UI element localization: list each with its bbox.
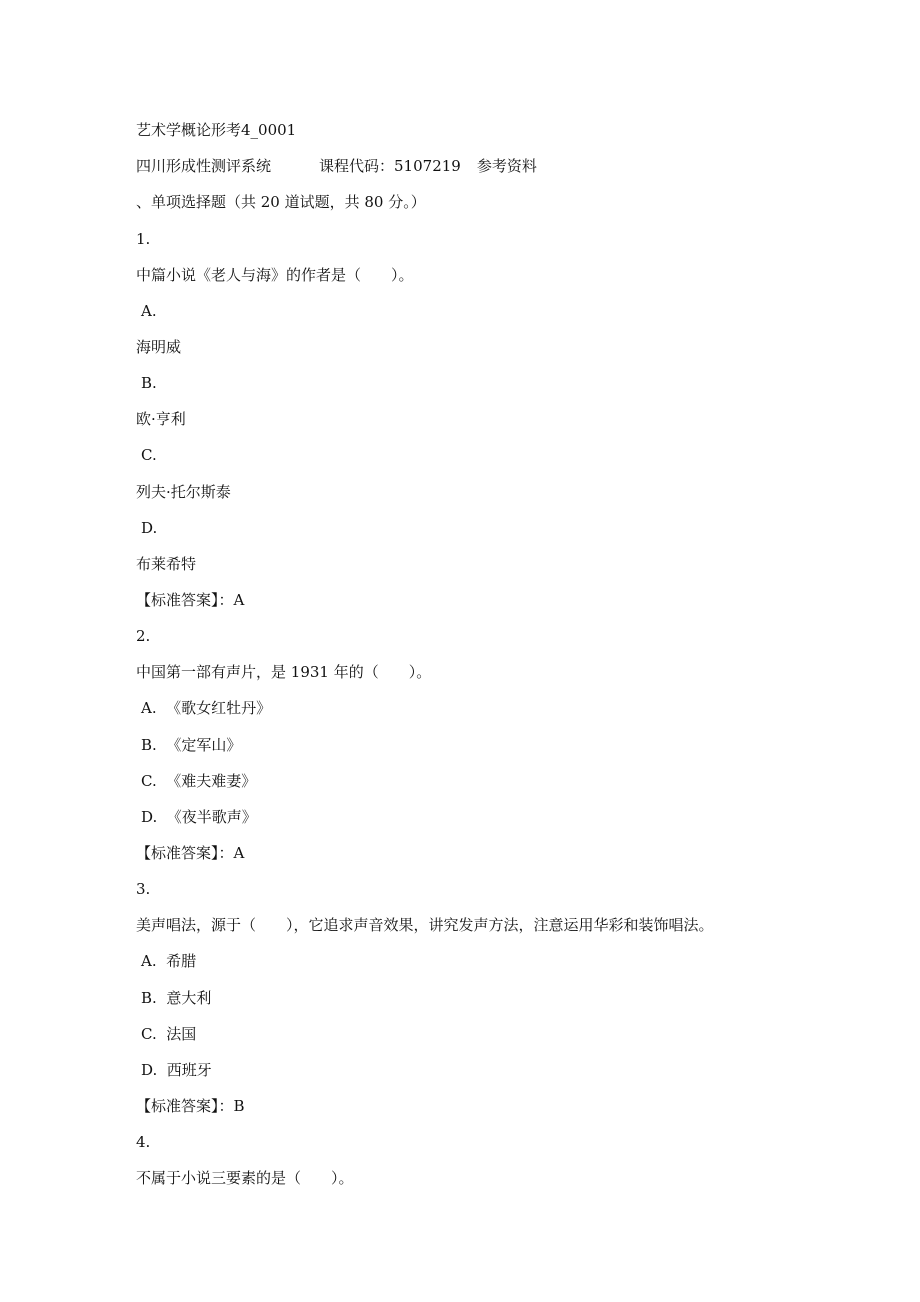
q2-answer: 【标准答案】：A <box>136 844 245 862</box>
q4-number: 4. <box>136 1133 151 1151</box>
q2-number: 2. <box>136 627 151 645</box>
q3-text: 美声唱法，源于（ ），它追求声音效果，讲究发声方法，注意运用华彩和装饰唱法。 <box>136 916 714 934</box>
q1-text: 中篇小说《老人与海》的作者是（ ）。 <box>136 266 414 284</box>
q3-number: 3. <box>136 880 151 898</box>
q1-option-a-text: 海明威 <box>136 338 182 356</box>
q4-text: 不属于小说三要素的是（ ）。 <box>136 1169 354 1187</box>
system-name: 四川形成性测评系统 <box>136 157 272 175</box>
doc-title: 艺术学概论形考4_0001 <box>136 121 297 139</box>
q3-answer: 【标准答案】：B <box>136 1097 245 1115</box>
reference-label: 参考资料 <box>476 157 537 175</box>
q3-option-a: A. 希腊 <box>141 952 197 970</box>
q1-option-c-text: 列夫·托尔斯泰 <box>136 483 231 501</box>
q2-option-a: A. 《歌女红牡丹》 <box>141 699 272 717</box>
q1-option-d-label: D. <box>141 519 158 537</box>
doc-info-line <box>136 156 537 176</box>
q3-option-c: C. 法国 <box>141 1025 197 1043</box>
q2-option-d: D. 《夜半歌声》 <box>141 808 257 826</box>
q2-option-b: B. 《定军山》 <box>141 736 242 754</box>
q2-text: 中国第一部有声片，是 1931 年的（ ）。 <box>136 663 432 681</box>
section-heading: 、单项选择题（共 20 道试题，共 80 分。） <box>136 193 426 211</box>
q1-option-a-label: A. <box>141 302 157 320</box>
q3-option-d: D. 西班牙 <box>141 1061 212 1079</box>
q1-option-c-label: C. <box>141 446 157 464</box>
q1-option-b-text: 欧·亨利 <box>136 410 186 428</box>
q1-option-d-text: 布莱希特 <box>136 555 197 573</box>
q3-option-b: B. 意大利 <box>141 989 212 1007</box>
q1-number: 1. <box>136 230 151 248</box>
q1-answer: 【标准答案】：A <box>136 591 245 609</box>
q1-option-b-label: B. <box>141 374 157 392</box>
q2-option-c: C. 《难夫难妻》 <box>141 772 257 790</box>
course-code: 课程代码：5107219 <box>319 157 461 175</box>
